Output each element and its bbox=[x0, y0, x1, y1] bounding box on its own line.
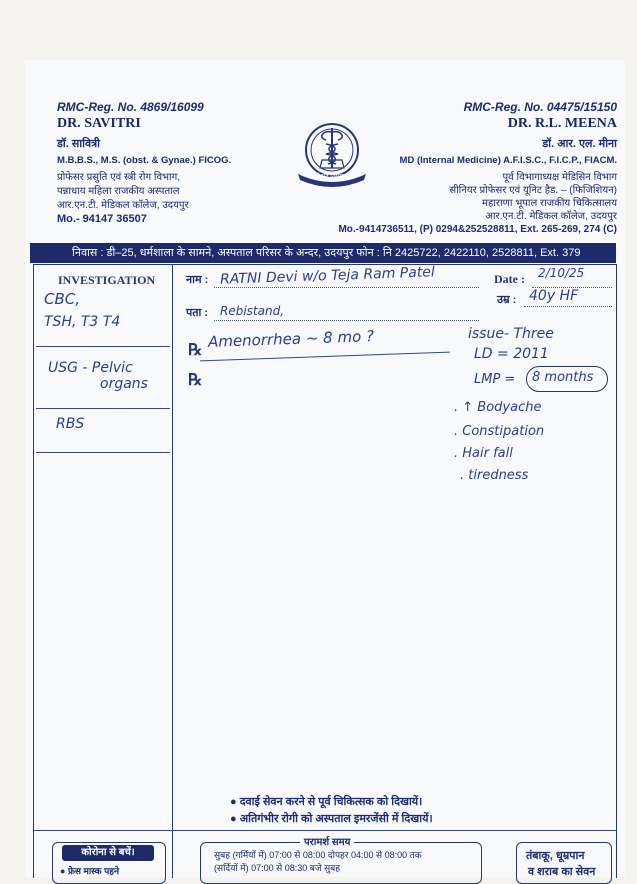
left-mobile: Mo.- 94147 36507 bbox=[57, 213, 147, 225]
investigation-4: organs bbox=[100, 376, 148, 392]
address-handwriting: Rebistand, bbox=[220, 304, 285, 318]
consult-title: परामर्श समय bbox=[300, 834, 354, 848]
left-qualification: M.B.B.S., M.S. (obst. & Gynae.) FICOG. bbox=[57, 155, 232, 166]
right-qualification: MD (Internal Medicine) A.F.I.S.C., F.I.C.P., FIACM. bbox=[399, 155, 617, 166]
frame-right bbox=[616, 264, 617, 878]
age-dotline bbox=[524, 306, 612, 307]
tobacco-line-2: व शराब का सेवन bbox=[528, 866, 596, 878]
patient-name-handwriting: RATNI Devi w/o Teja Ram Patel bbox=[219, 264, 436, 288]
symptom-2: . Constipation bbox=[454, 424, 545, 439]
consult-line-2: (सर्दियों में) 07:00 से 08:30 बजे सुबह bbox=[214, 863, 341, 873]
left-line-1: प्रोफेसर प्रसुति एवं स्त्री रोग विभाग, bbox=[57, 172, 181, 183]
date-label: Date : bbox=[494, 272, 525, 286]
tobacco-line-1: तंबाकू, धूम्रपान bbox=[526, 850, 585, 862]
frame-top bbox=[33, 264, 616, 265]
notice-2-text: अतिगंभीर रोगी को अस्पताल इमरजेंसी में दिखायें। bbox=[239, 813, 433, 825]
left-doctor-name-hindi: डॉ. सावित्री bbox=[57, 138, 101, 150]
issue-note: issue- Three bbox=[468, 326, 554, 342]
name-label: नाम : bbox=[186, 274, 209, 286]
complaint-handwriting: Amenorrhea ~ 8 mo ? bbox=[207, 327, 375, 351]
consult-line-1: सुबह (गर्मियों में) 07:00 से 08:00 दोपहर 04:00 से 08:00 तक bbox=[214, 850, 422, 860]
address-label: पता : bbox=[186, 307, 209, 319]
investigation-rule-3 bbox=[36, 452, 170, 453]
notice-1-text: दवाई सेवन करने से पूर्व चिकित्सक को दिखायें। bbox=[239, 796, 423, 808]
ld-note: LD = 2011 bbox=[474, 346, 549, 362]
right-doctor-name-hindi: डॉ. आर. एल. मीना bbox=[542, 138, 617, 150]
right-reg-number: RMC-Reg. No. 04475/15150 bbox=[463, 100, 617, 114]
investigation-rule-1 bbox=[36, 346, 170, 347]
lmp-value-note: 8 months bbox=[532, 370, 594, 385]
symptom-1: . ↑ Bodyache bbox=[454, 400, 542, 415]
frame-left bbox=[33, 264, 34, 878]
notice-1: ● दवाई सेवन करने से पूर्व चिकित्सक को दिखायें। bbox=[230, 796, 423, 808]
lmp-label-note: LMP = bbox=[474, 372, 516, 387]
address-dotline bbox=[214, 320, 479, 321]
symptom-3: . Hair fall bbox=[454, 446, 513, 461]
age-handwriting: 40y HF bbox=[529, 288, 579, 304]
investigation-3: USG - Pelvic bbox=[48, 360, 133, 376]
right-line-4: आर.एन.टी. मेडिकल कॉलेज, उदयपुर bbox=[485, 211, 617, 222]
investigation-2: TSH, T3 T4 bbox=[44, 314, 121, 330]
right-line-2: सीनियर प्रोफेसर एवं यूनिट हैड. – (फिजिशियन) bbox=[449, 185, 617, 196]
rx-symbol-2: ℞ bbox=[188, 372, 203, 389]
left-line-3: आर.एन.टी. मेडिकल कॉलेज, उदयपुर bbox=[57, 200, 189, 211]
right-doctor-name: DR. R.L. MEENA bbox=[507, 116, 617, 131]
right-line-1: पूर्व विभागाध्यक्ष मेडिसिन विभाग bbox=[502, 172, 617, 183]
age-label: उम्र : bbox=[497, 294, 517, 306]
right-contact: Mo.-9414736511, (P) 0294&252528811, Ext. 265-269, 274 (C) bbox=[338, 224, 617, 235]
left-reg-number: RMC-Reg. No. 4869/16099 bbox=[57, 100, 204, 114]
investigation-5: RBS bbox=[56, 416, 85, 432]
address-bar: निवास : डी–25, धर्मशाला के सामने, अस्पताल परिसर के अन्दर, उदयपुर फोन : नि 2425722, 2422110, 2528811, Ext. 379 bbox=[30, 243, 616, 263]
name-dotline bbox=[214, 287, 479, 288]
investigation-1: CBC, bbox=[44, 290, 81, 308]
footer-rule bbox=[33, 830, 616, 831]
left-doctor-name: DR. SAVITRI bbox=[57, 116, 141, 131]
date-handwriting: 2/10/25 bbox=[538, 266, 585, 280]
investigation-label: INVESTIGATION bbox=[58, 273, 156, 287]
notice-2: ● अतिगंभीर रोगी को अस्पताल इमरजेंसी में दिखायें। bbox=[230, 813, 433, 825]
corona-item-text: फ्रेस मास्क पहने bbox=[67, 866, 119, 876]
rx-symbol-1: ℞ bbox=[188, 342, 203, 359]
corona-item: ● फ्रेस मास्क पहने bbox=[60, 866, 119, 876]
corona-title: कोरोना से बचें। bbox=[62, 845, 154, 861]
frame-divider bbox=[172, 264, 173, 878]
investigation-rule-2 bbox=[36, 408, 170, 409]
logo-motto: सर्वे संतु निरामया bbox=[312, 174, 348, 180]
left-line-2: पन्नाधाय महिला राजकीय अस्पताल bbox=[57, 186, 180, 197]
right-line-3: महाराणा भूपाल राजकीय चिकित्सालय bbox=[482, 198, 617, 209]
symptom-4: . tiredness bbox=[460, 468, 529, 483]
